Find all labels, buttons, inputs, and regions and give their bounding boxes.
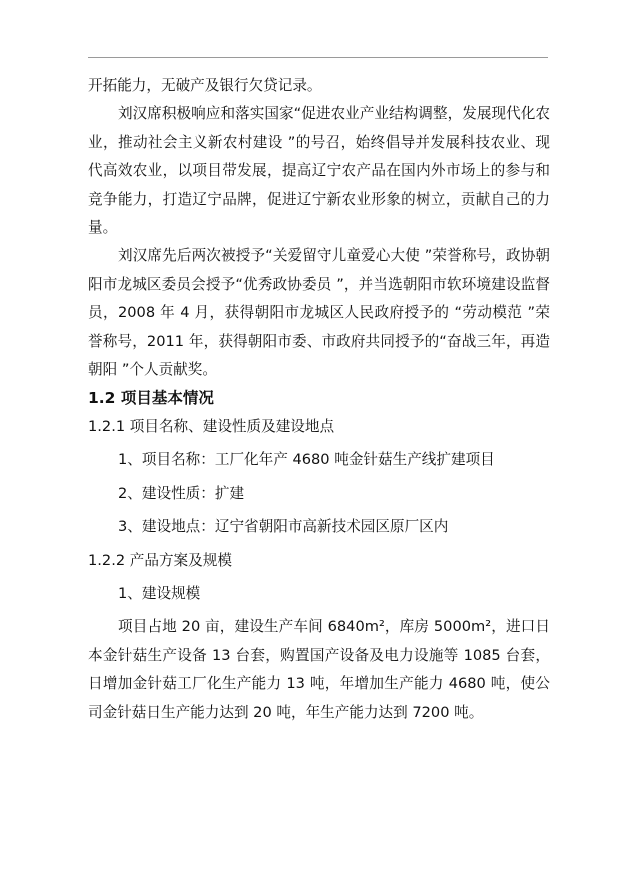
list-item-construction-site: 3、建设地点：辽宁省朝阳市高新技术园区原厂区内 bbox=[118, 518, 449, 536]
header-rule bbox=[88, 57, 548, 58]
subsection-heading-1-2-1: 1.2.1 项目名称、建设性质及建设地点 bbox=[88, 417, 335, 435]
paragraph-scale-details: 项目占地 20 亩，建设生产车间 6840m²，库房 5000m²，进口日本金针菇生产设备 13 台套，购置国产设备及电力设施等 1085 台套，日增加金针菇工厂化生产能力 13 吨，年增加生产能力 4680 吨，使公司金针菇日生产能力达到 20 吨，年生产能力达到 7200 吨。 bbox=[88, 618, 550, 721]
list-item-construction-nature: 2、建设性质：扩建 bbox=[118, 484, 245, 502]
list-item-project-name: 1、项目名称：工厂化年产 4680 吨金针菇生产线扩建项目 bbox=[118, 451, 495, 469]
list-item-construction-scale: 1、建设规模 bbox=[118, 584, 201, 602]
section-heading-1-2: 1.2 项目基本情况 bbox=[88, 389, 214, 408]
paragraph-honors: 刘汉席先后两次被授予“关爱留守儿童爱心大使 ”荣誉称号，政协朝阳市龙城区委员会授予“优秀政协委员 ”，并当选朝阳市软环境建设监督员，2008 年 4 月，获得朝阳市龙城区人民政府授予的 “劳动模范 ”荣誉称号，2011 年，获得朝阳市委、市政府共同授予的“奋战三年，再造朝阳 ”个人贡献奖。 bbox=[88, 247, 550, 379]
document-body bbox=[88, 72, 550, 727]
paragraph-agriculture-policy: 刘汉席积极响应和落实国家“促进农业产业结构调整，发展现代化农业，推动社会主义新农村建设 ”的号召，始终倡导并发展科技农业、现代高效农业，以项目带发展，提高辽宁农产品在国内外市场上的参与和竞争能力，打造辽宁品牌，促进辽宁新农业形象的树立，贡献自己的力量。 bbox=[88, 105, 550, 237]
subsection-heading-1-2-2: 1.2.2 产品方案及规模 bbox=[88, 551, 232, 569]
paragraph-credit-record: 开拓能力，无破产及银行欠贷记录。 bbox=[88, 77, 322, 94]
